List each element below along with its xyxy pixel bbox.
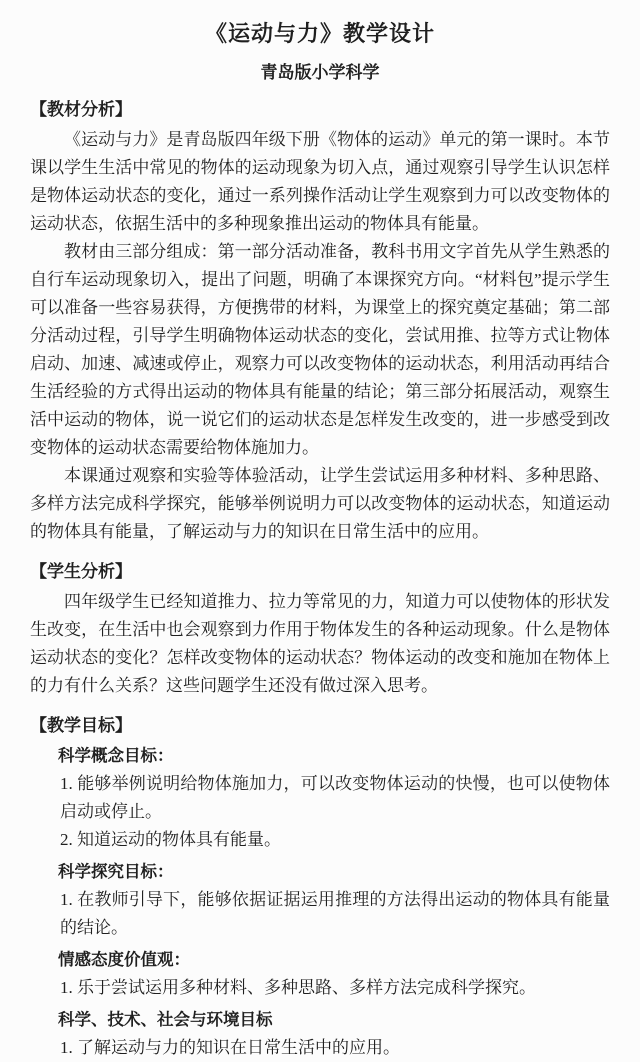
paragraph: 《运动与力》是青岛版四年级下册《物体的运动》单元的第一课时。本节课以学生生活中常见的物体的运动现象为切入点，通过观察引导学生认识怎样是物体运动状态的变化，通过一系列操作活动让学生观察到力可以改变物体的运动状态，依据生活中的多种现象推出运动的物体具有能量。 (30, 130, 610, 233)
objective-item: 1. 能够举例说明给物体施加力，可以改变物体运动的快慢，也可以使物体启动或停止。 (60, 774, 610, 821)
paragraph: 四年级学生已经知道推力、拉力等常见的力，知道力可以使物体的形状发生改变，在生活中也会观察到力作用于物体发生的各种运动现象。什么是物体运动状态的变化？怎样改变物体的运动状态？物体运动的改变和施加在物体上的力有什么关系？这些问题学生还没有做过深入思考。 (30, 592, 610, 695)
section (30, 562, 610, 700)
objective-subheading: 情感态度价值观： (58, 950, 190, 969)
objective-item: 1. 在教师引导下，能够依据证据运用推理的方法得出运动的物体具有能量的结论。 (60, 890, 610, 937)
objective-item: 2. 知道运动的物体具有能量。 (60, 830, 281, 849)
objective-subheading: 科学概念目标： (58, 746, 174, 765)
paragraph: 本课通过观察和实验等体验活动，让学生尝试运用多种材料、多种思路、多样方法完成科学探究，能够举例说明力可以改变物体的运动状态，知道运动的物体具有能量，了解运动与力的知识在日常生活中的应用。 (30, 466, 610, 541)
section-heading: 【教材分析】 (30, 100, 132, 119)
section-heading: 【教学目标】 (30, 716, 132, 735)
document-subtitle: 青岛版小学科学 (260, 63, 380, 82)
objective-item: 1. 了解运动与力的知识在日常生活中的应用。 (60, 1038, 400, 1057)
document-body (30, 100, 610, 1062)
objective-subheading: 科学、技术、社会与环境目标 (58, 1010, 273, 1029)
objective-subheading: 科学探究目标： (58, 862, 174, 881)
section (30, 100, 610, 546)
section-heading: 【学生分析】 (30, 562, 132, 581)
paragraph: 教材由三部分组成：第一部分活动准备，教科书用文字首先从学生熟悉的自行车运动现象切入，提出了问题，明确了本课探究方向。“材料包”提示学生可以准备一些容易获得，方便携带的材料，为课堂上的探究奠定基础；第二部分活动过程，引导学生明确物体运动状态的变化，尝试用推、拉等方式让物体启动、加速、减速或停止，观察力可以改变物体的运动状态，利用活动再结合生活经验的方式得出运动的物体具有能量的结论；第三部分拓展活动，观察生活中运动的物体，说一说它们的运动状态是怎样发生改变的，进一步感受到改变物体的运动状态需要给物体施加力。 (30, 242, 610, 457)
document-title: 《运动与力》教学设计 (204, 21, 435, 46)
section (30, 716, 610, 1062)
objective-item: 1. 乐于尝试运用多种材料、多种思路、多样方法完成科学探究。 (60, 978, 536, 997)
